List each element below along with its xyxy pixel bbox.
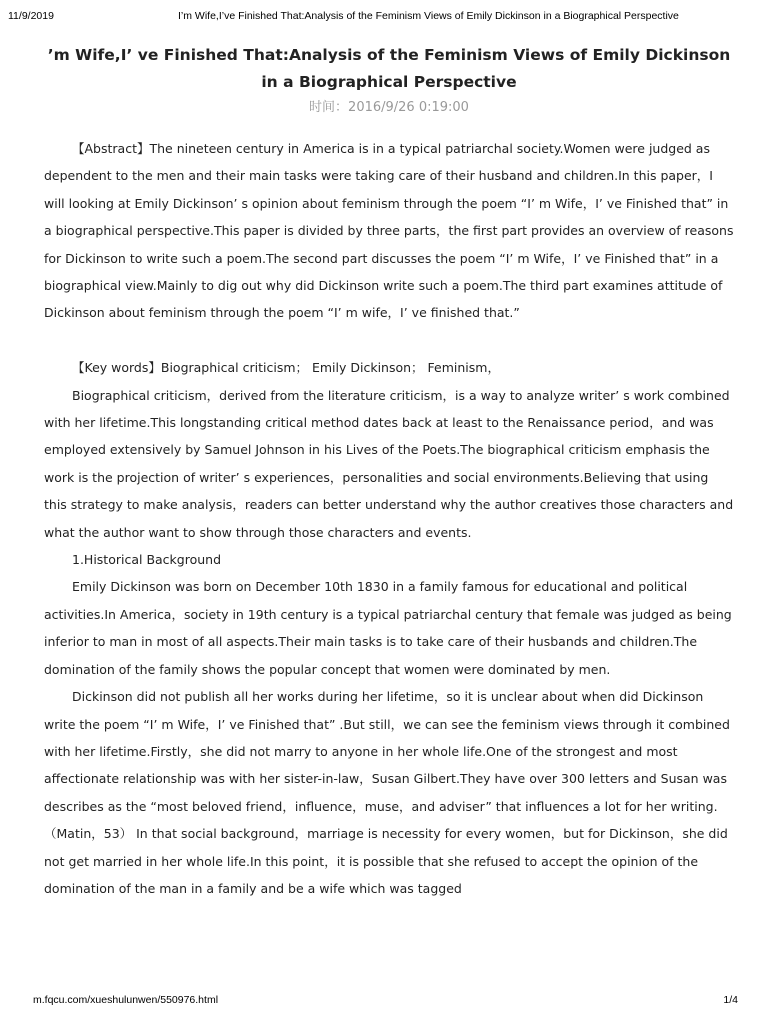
paragraph-spacer [44,327,734,354]
print-header [0,10,768,26]
article-body [44,135,734,902]
article-title: ’m Wife,I’ ve Finished That:Analysis of the Feminism Views of Emily Dickinson in a Biographical Perspective [47,46,731,91]
print-footer [0,994,768,1010]
time-label: 时间： [309,100,349,115]
dickinson-paragraph: Dickinson did not publish all her works during her lifetime，so it is unclear about when did Dickinson write the poem “I’ m Wife，I’ ve Finished that” .But still，we can see the feminism views through it combined with her lifetime.Firstly，she did not marry to anyone in her whole life.One of the strongest and most affectionate relationship was with her sister-in-law，Susan Gilbert.They have over 300 letters and Susan was describes as the “most beloved friend，influence，muse，and adviser” that influences a lot for her writing.（Matin，53） In that social background，marriage is necessity for every women，but for Dickinson，she did not get married in her whole life.In this point，it is possible that she refused to accept the opinion of the domination of the man in a family and be a wife which was tagged [44,689,730,896]
article [44,42,734,902]
abstract-paragraph: 【Abstract】The nineteen century in America is in a typical patriarchal society.Women were judged as dependent to the men and their main tasks were taking care of their husband and children.In this paper，I will looking at Emily Dickinson’ s opinion about feminism through the poem “I’ m Wife，I’ ve Finished that” in a biographical perspective.This paper is divided by three parts，the first part provides an overview of reasons for Dickinson to write such a poem.The second part discusses the poem “I’ m Wife，I’ ve Finished that” in a biographical view.Mainly to dig out why did Dickinson write such a poem.The third part examines attitude of Dickinson about feminism through the poem “I’ m wife，I’ ve finished that.” [44,141,734,321]
print-page-title: I’m Wife,I’ve Finished That:Analysis of the Feminism Views of Emily Dickinson in a Biographical Perspective [178,10,679,22]
keywords-paragraph: 【Key words】Biographical criticism； Emily Dickinson； Feminism， [72,360,500,376]
publish-time: 2016/9/26 0:19:00 [348,100,469,115]
biographical-criticism-paragraph: Biographical criticism，derived from the literature criticism，is a way to analyze writer’ s work combined with her lifetime.This longstanding critical method dates back at least to the Renaissance period，and was employed extensively by Samuel Johnson in his Lives of the Poets.The biographical criticism emphasis the work is the projection of writer’ s experiences，personalities and social environments.Believing that using this strategy to make analysis，readers can better understand why the author creatives those characters and what the author want to show through those characters and events. [44,387,734,540]
page-number: 1/4 [723,994,738,1006]
print-date: 11/9/2019 [8,10,54,22]
article-meta [44,98,734,118]
page-url: m.fqcu.com/xueshulunwen/550976.html [33,994,219,1006]
history-paragraph: Emily Dickinson was born on December 10th 1830 in a family famous for educational and political activities.In America，society in 19th century is a typical patriarchal century that female was judged as being inferior to man in most of all aspects.Their main tasks is to take care of their husbands and children.The domination of the family shows the popular concept that women were dominated by men. [44,579,732,677]
section-heading-historical-background: 1.Historical Background [72,552,222,568]
